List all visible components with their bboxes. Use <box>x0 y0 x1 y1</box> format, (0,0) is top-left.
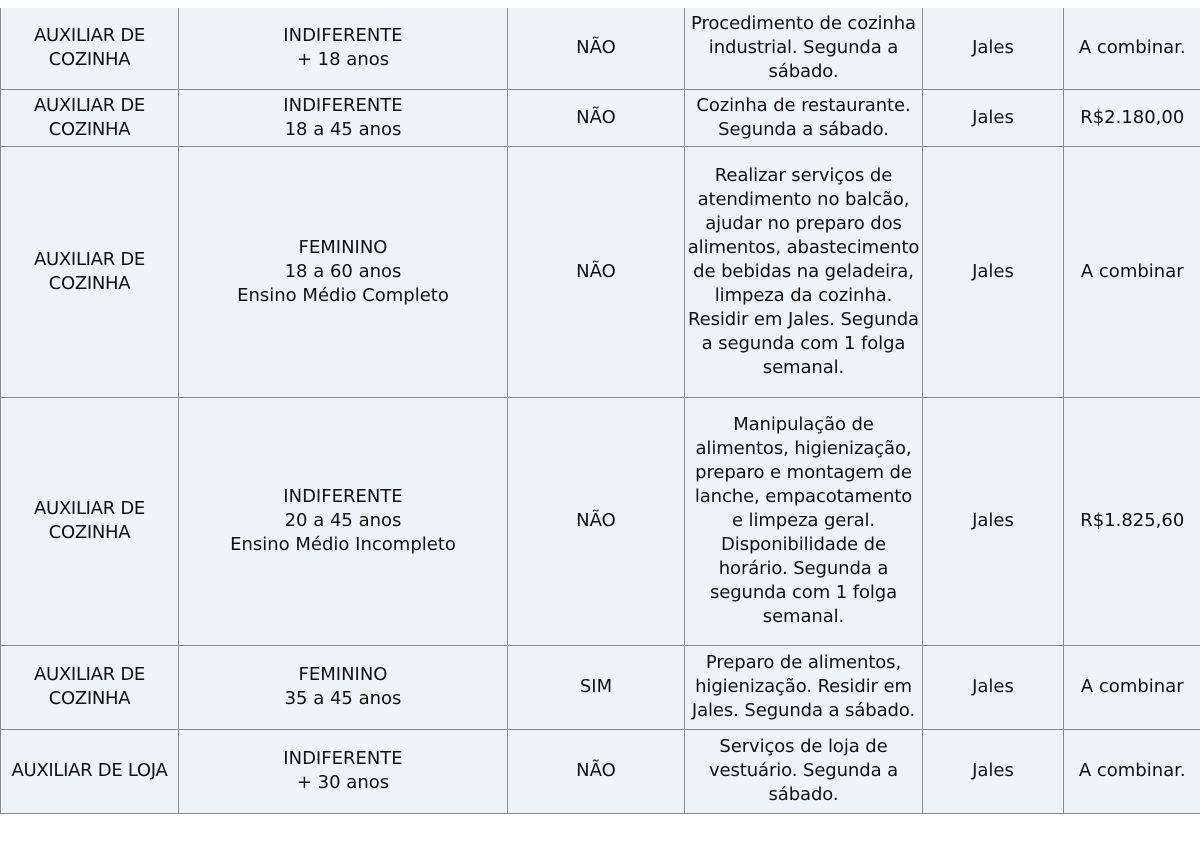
requirements-cell: INDIFERENTE 20 a 45 anos Ensino Médio Incompleto <box>179 397 508 645</box>
requirements-cell: INDIFERENTE + 18 anos <box>179 8 508 89</box>
experience-cell: NÃO <box>508 397 685 645</box>
role-cell: AUXILIAR DE LOJA <box>1 729 179 813</box>
city-cell: Jales <box>923 8 1064 89</box>
role-cell: AUXILIAR DE COZINHA <box>1 146 179 397</box>
salary-cell: R$1.825,60 <box>1064 397 1200 645</box>
table-row <box>1 397 1200 645</box>
salary-cell: R$2.180,00 <box>1064 89 1200 146</box>
job-listings-table <box>0 8 1200 814</box>
city-cell: Jales <box>923 146 1064 397</box>
salary-cell: A combinar <box>1064 645 1200 729</box>
salary-cell: A combinar. <box>1064 8 1200 89</box>
city-cell: Jales <box>923 729 1064 813</box>
experience-cell: NÃO <box>508 146 685 397</box>
description-cell: Procedimento de cozinha industrial. Segunda a sábado. <box>685 8 923 89</box>
description-cell: Preparo de alimentos, higienização. Residir em Jales. Segunda a sábado. <box>685 645 923 729</box>
city-cell: Jales <box>923 397 1064 645</box>
table-row <box>1 645 1200 729</box>
description-cell: Cozinha de restaurante. Segunda a sábado. <box>685 89 923 146</box>
requirements-cell: INDIFERENTE + 30 anos <box>179 729 508 813</box>
description-cell: Manipulação de alimentos, higienização, preparo e montagem de lanche, empacotamento e limpeza geral. Disponibilidade de horário. Segunda a segunda com 1 folga semanal. <box>685 397 923 645</box>
description-cell: Serviços de loja de vestuário. Segunda a sábado. <box>685 729 923 813</box>
role-cell: AUXILIAR DE COZINHA <box>1 645 179 729</box>
table-row <box>1 729 1200 813</box>
experience-cell: NÃO <box>508 89 685 146</box>
salary-cell: A combinar. <box>1064 729 1200 813</box>
salary-cell: A combinar <box>1064 146 1200 397</box>
requirements-cell: FEMININO 18 a 60 anos Ensino Médio Completo <box>179 146 508 397</box>
role-cell: AUXILIAR DE COZINHA <box>1 397 179 645</box>
role-cell: AUXILIAR DE COZINHA <box>1 8 179 89</box>
description-cell: Realizar serviços de atendimento no balcão, ajudar no preparo dos alimentos, abastecimento de bebidas na geladeira, limpeza da cozinha. Residir em Jales. Segunda a segunda com 1 folga semanal. <box>685 146 923 397</box>
requirements-cell: FEMININO 35 a 45 anos <box>179 645 508 729</box>
experience-cell: NÃO <box>508 729 685 813</box>
city-cell: Jales <box>923 89 1064 146</box>
experience-cell: NÃO <box>508 8 685 89</box>
table-row <box>1 89 1200 146</box>
table-row <box>1 8 1200 89</box>
role-cell: AUXILIAR DE COZINHA <box>1 89 179 146</box>
requirements-cell: INDIFERENTE 18 a 45 anos <box>179 89 508 146</box>
city-cell: Jales <box>923 645 1064 729</box>
experience-cell: SIM <box>508 645 685 729</box>
table-row <box>1 146 1200 397</box>
